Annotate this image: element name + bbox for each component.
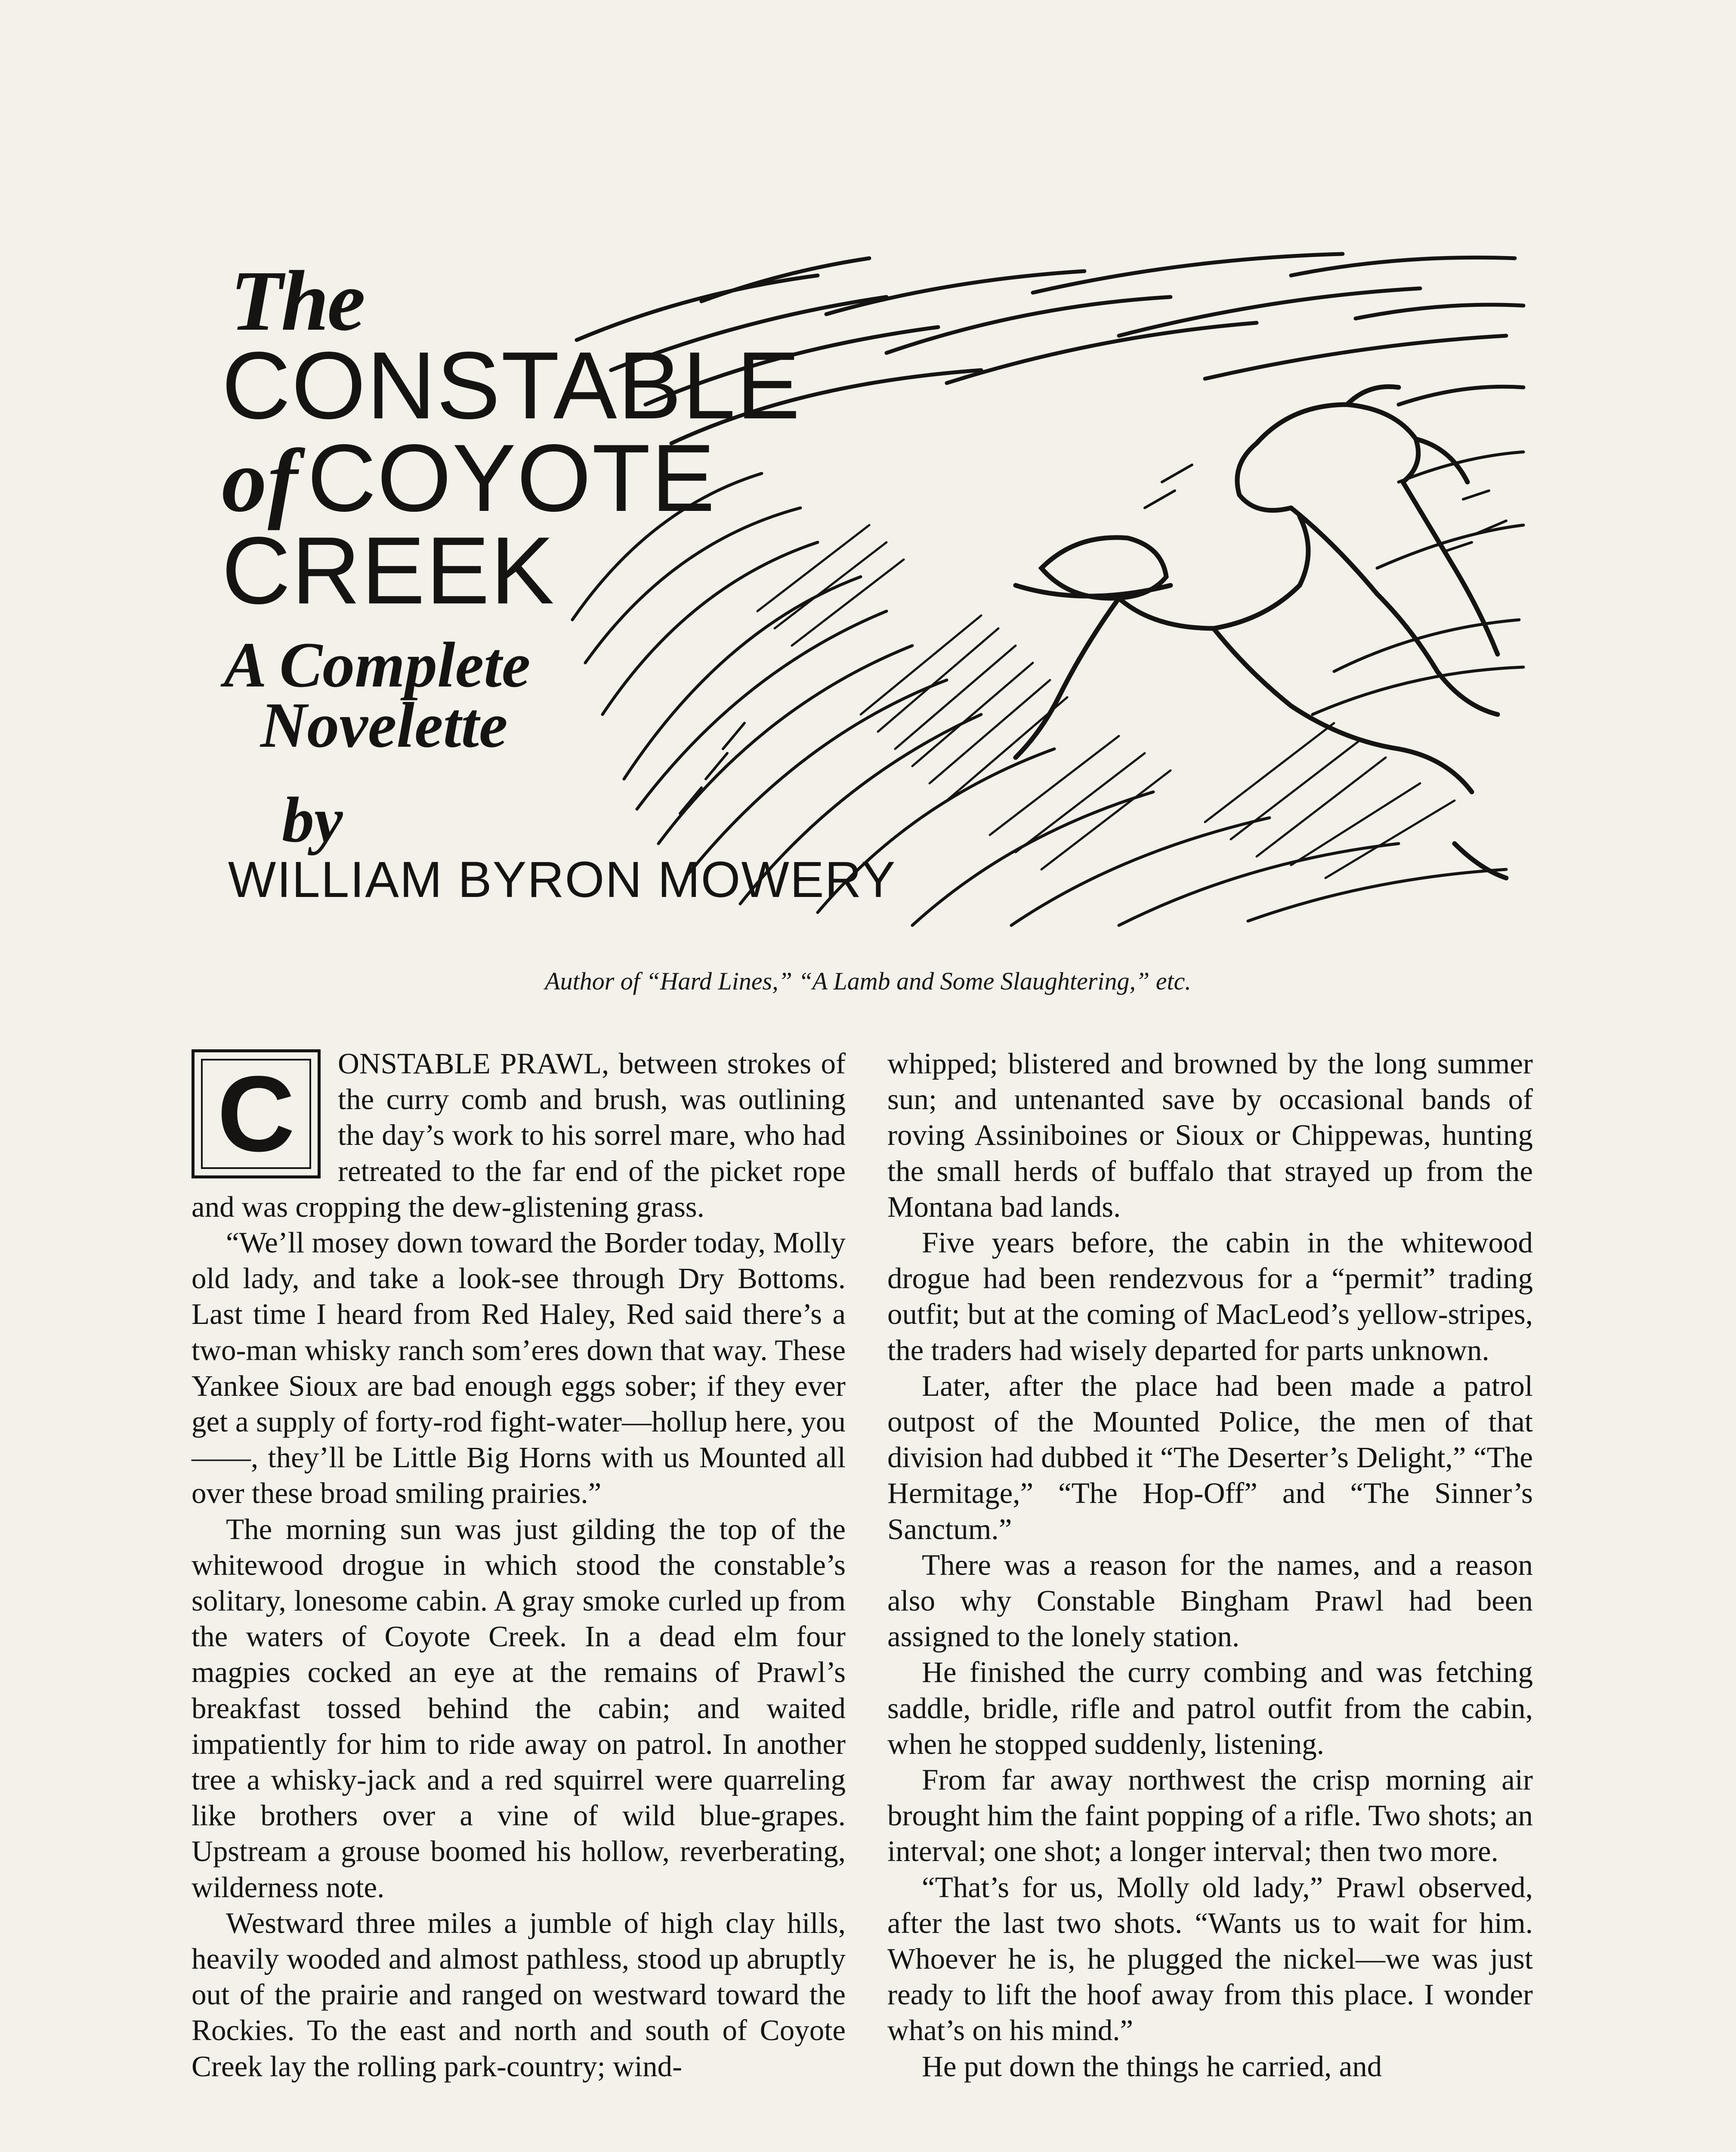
paragraph: Westward three miles a jumble of high clay hills, heavily wooded and almost pathless, stood up abruptly out of the prairie and ranged on westward toward the Rockies. To the east and north and south of Coyote Creek lay the rolling park-country; wind- — [192, 1906, 846, 2083]
body-column-left — [192, 1046, 846, 2084]
paragraph: The morning sun was just gilding the top of the whitewood drogue in which stood the constable’s solitary, lonesome cabin. A gray smoke curled up from the waters of Coyote Creek. In a dead elm four magpies cocked an eye at the remains of Prawl’s breakfast tossed behind the cabin; and waited impatiently for him to ride away on patrol. In another tree a whisky-jack and a red squirrel were quarreling like brothers over a vine of wild blue-grapes. Upstream a grouse boomed his hollow, reverberating, wilderness note. — [192, 1512, 846, 1904]
title-coyote: COYOTE — [307, 425, 716, 532]
paragraph: “We’ll mosey down toward the Border today, Molly old lady, and take a look-see through Dry Bottoms. Last time I heard from Red Haley, Red said there’s a two-man whisky ranch som’eres down that way. These Yankee Sioux are bad enough eggs sober; if they ever get a supply of forty-rod fight-water—hollup here, you ——, they’ll be Little Big Horns with us Mounted all over these broad smiling prairies.” — [192, 1226, 846, 1510]
paragraph: He put down the things he carried, and — [922, 2050, 1382, 2083]
drop-cap-letter: C — [217, 1054, 295, 1174]
body-column-right — [887, 1046, 1533, 2084]
byline-by: by — [282, 784, 343, 856]
title-the: The — [230, 254, 364, 349]
title-constable: CONSTABLE — [222, 332, 801, 439]
author-name: WILLIAM BYRON MOWERY — [228, 851, 896, 908]
paragraph: From far away northwest the crisp morning air brought him the faint popping of a rifle. Two shots; an interval; one shot; a longer interval; then two more. — [887, 1763, 1533, 1868]
title-of: of — [222, 431, 299, 531]
subtitle-line2: Novelette — [260, 690, 508, 761]
paragraph: Later, after the place had been made a patrol outpost of the Mounted Police, the men of that division had dubbed it “The Deserter’s Delight,” “The Hermitage,” “The Hop-Off” and “The Sinner’s Sanctum.” — [887, 1369, 1533, 1546]
drop-cap — [192, 1049, 321, 1178]
subtitle-line1: A Complete — [224, 629, 531, 701]
author-of-line: Author of “Hard Lines,” “A Lamb and Some Slaughtering,” etc. — [545, 967, 1191, 995]
paragraph: Five years before, the cabin in the whitewood drogue had been rendezvous for a “permit” trading outfit; but at the coming of MacLeod’s yellow-stripes, the traders had wisely departed for parts unknown. — [887, 1226, 1533, 1367]
paragraph: He finished the curry combing and was fetching saddle, bridle, rifle and patrol outfit from the cabin, when he stopped suddenly, listening. — [887, 1656, 1533, 1760]
illustration-rider-and-horse — [559, 241, 1532, 930]
paragraph: “That’s for us, Molly old lady,” Prawl observed, after the last two shots. “Wants us to wait for him. Whoever he is, he plugged the nickel—we was just ready to lift the hoof away from this place. I wonder what’s on his mind.” — [887, 1871, 1533, 2047]
paragraph: whipped; blistered and browned by the long summer sun; and untenanted save by occasional bands of roving Assiniboines or Sioux or Chippewas, hunting the small herds of buffalo that strayed up from the Montana bad lands. — [887, 1047, 1533, 1223]
title-creek: CREEK — [222, 517, 555, 624]
paragraph: ONSTABLE PRAWL, between strokes of the curry comb and brush, was outlining the day’s work to his sorrel mare, who had retreated to the far end of the picket rope and was cropping the dew-glistening grass. — [192, 1047, 846, 1223]
paragraph: There was a reason for the names, and a reason also why Constable Bingham Prawl had been assigned to the lonely station. — [887, 1548, 1533, 1653]
